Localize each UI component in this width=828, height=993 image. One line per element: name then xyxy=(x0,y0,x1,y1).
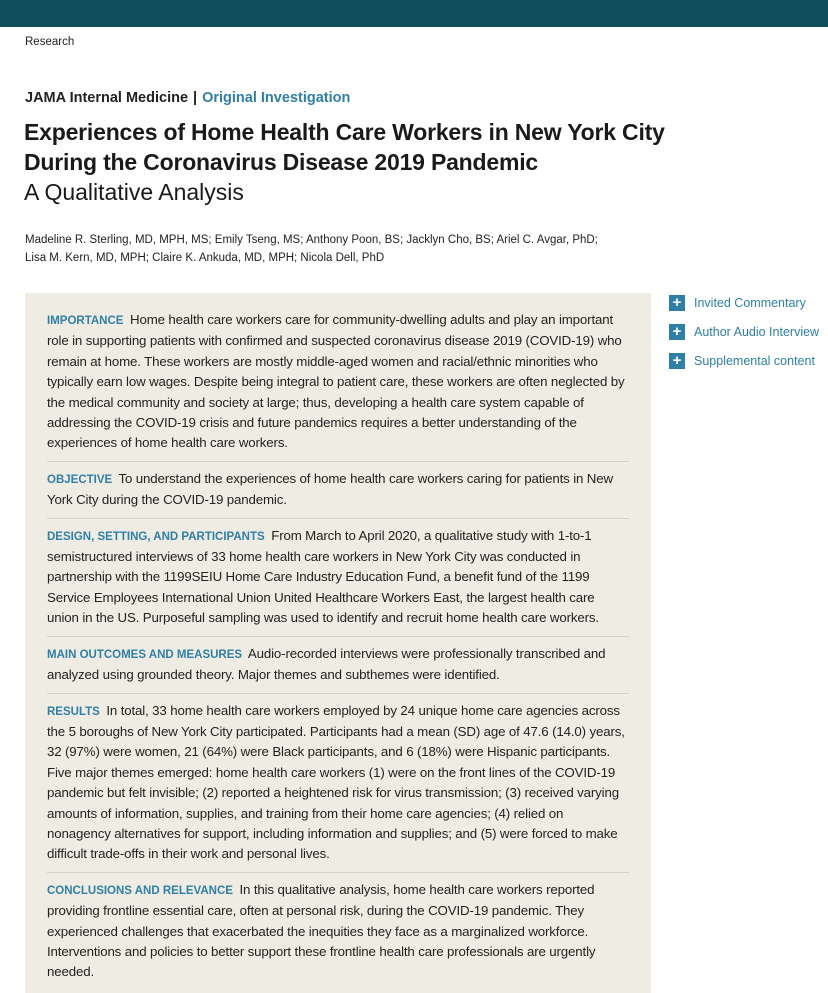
abstract-text: In total, 33 home health care workers employed by 24 unique home care agencies across the 5 boroughs of New York City participated. Participants had a mean (SD) age of 47.6 (14.0) years, 32 (97%) were women, 21 (64%) were Black participants, and 6 (18%) were Hispanic participants. Five major themes emerged: home health care workers (1) were on the front lines of the COVID-19 pandemic but felt invisible; (2) reported a heightened risk for virus transmission; (3) received varying amounts of information, supplies, and training from their home care agencies; (4) relied on nonagency alternatives for support, including information and supplies; and (5) were forced to make difficult trade-offs in their work and personal lives. xyxy=(47,702,625,862)
invited-commentary-link[interactable] xyxy=(669,288,828,317)
author-audio-interview-link[interactable] xyxy=(669,317,828,346)
section-label: Research xyxy=(25,36,75,48)
title-line-2: During the Coronavirus Disease 2019 Pandemic xyxy=(24,149,539,175)
plus-icon[interactable]: + xyxy=(669,353,685,369)
related-content-sidebar xyxy=(669,288,828,375)
top-banner-bar xyxy=(0,0,828,27)
abstract-conclusions xyxy=(47,873,629,990)
sidebar-link-label[interactable]: Supplemental content xyxy=(694,353,815,368)
article-subtitle: A Qualitative Analysis xyxy=(24,179,244,205)
abstract-heading: MAIN OUTCOMES AND MEASURES xyxy=(47,648,243,661)
supplemental-content-link[interactable] xyxy=(669,346,828,375)
abstract-heading: OBJECTIVE xyxy=(47,473,113,486)
abstract-heading: RESULTS xyxy=(47,705,100,718)
abstract-box xyxy=(25,293,651,993)
article-type-link[interactable]: Original Investigation xyxy=(202,90,351,106)
journal-line xyxy=(25,90,350,106)
abstract-objective xyxy=(47,462,629,519)
abstract-heading: IMPORTANCE xyxy=(47,315,124,327)
plus-icon[interactable]: + xyxy=(669,324,685,340)
author-line-2[interactable]: Lisa M. Kern, MD, MPH; Claire K. Ankuda, MD, MPH; Nicola Dell, PhD xyxy=(25,252,385,264)
abstract-text: From March to April 2020, a qualitative study with 1-to-1 semistructured interviews of 33 home health care workers in New York City was conducted in partnership with the 1199SEIU Home Care Industry Education Fund, a benefit fund of the 1199 Service Employees International Union United Healthcare Workers East, the largest health care union in the US. Purposeful sampling was used to identify and recruit home health care workers. xyxy=(47,527,599,626)
abstract-heading: CONCLUSIONS AND RELEVANCE xyxy=(47,884,233,897)
journal-separator: | xyxy=(193,90,198,106)
abstract-importance xyxy=(47,310,629,462)
abstract-text: To understand the experiences of home health care workers caring for patients in New York City during the COVID-19 pandemic. xyxy=(47,470,613,508)
author-list xyxy=(25,231,645,267)
abstract-text: In this qualitative analysis, home health care workers reported providing frontline essential care, often at personal risk, during the COVID-19 pandemic. They experienced challenges that exacerbated the inequities they face as a marginalized workforce. Interventions and policies to better support these frontline health care professionals are urgently needed. xyxy=(47,881,596,980)
journal-name[interactable]: JAMA Internal Medicine xyxy=(25,90,189,106)
sidebar-link-label[interactable]: Author Audio Interview xyxy=(694,324,820,339)
abstract-text: Audio-recorded interviews were professionally transcribed and analyzed using grounded theory. Major themes and subthemes were identified. xyxy=(47,645,606,683)
plus-icon[interactable]: + xyxy=(669,295,685,311)
abstract-results xyxy=(47,694,629,873)
article-title xyxy=(24,117,724,207)
abstract-heading: DESIGN, SETTING, AND PARTICIPANTS xyxy=(47,530,265,543)
author-line-1[interactable]: Madeline R. Sterling, MD, MPH, MS; Emily Tseng, MS; Anthony Poon, BS; Jacklyn Cho, BS; Ariel C. Avgar, PhD; xyxy=(25,234,598,246)
sidebar-link-label[interactable]: Invited Commentary xyxy=(694,295,806,310)
abstract-text: Home health care workers care for community-dwelling adults and play an important role in supporting patients with confirmed and suspected coronavirus disease 2019 (COVID-19) who remain at home. These workers are mostly middle-aged women and racial/ethnic minorities who typically earn low wages. Despite being integral to patient care, these workers are often neglected by the medical community and society at large; thus, developing a health care system capable of addressing the COVID-19 crisis and future pandemics requires a better understanding of the experiences of home health care workers. xyxy=(47,312,625,451)
abstract-outcomes xyxy=(47,637,629,694)
abstract-design xyxy=(47,519,629,637)
title-line-1: Experiences of Home Health Care Workers in New York City xyxy=(24,119,665,145)
